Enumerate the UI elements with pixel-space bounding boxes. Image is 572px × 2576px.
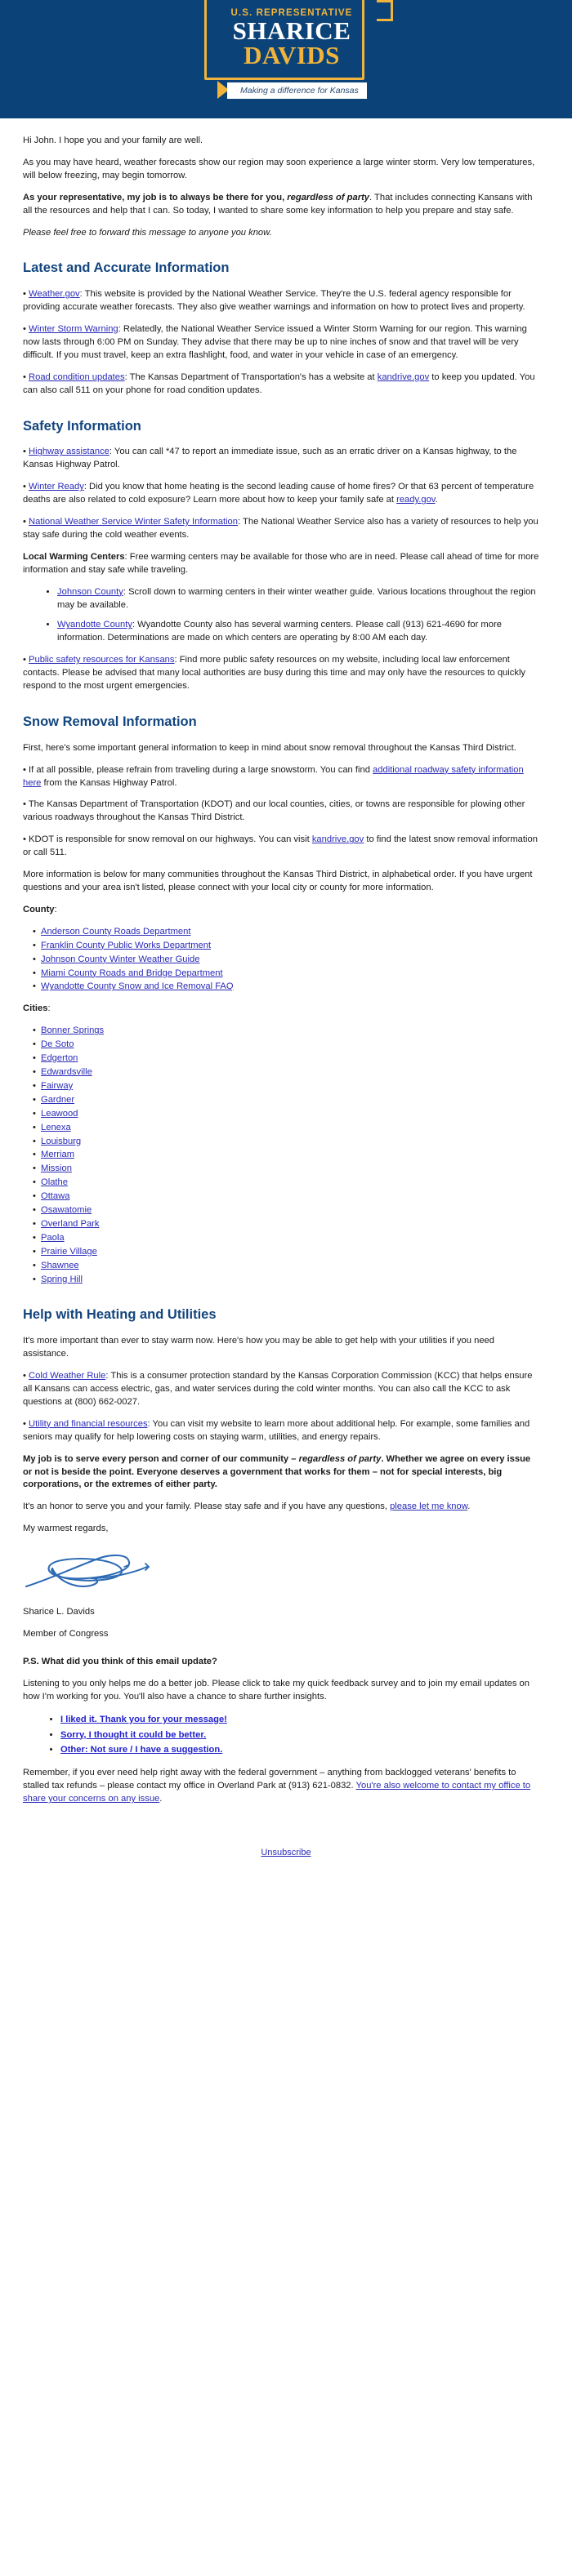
johnson-county-warming-text: : Scroll down to warming centers in their winter weather guide. Various locations throughout the region may be available.	[57, 586, 536, 610]
signature-svg	[23, 1547, 170, 1595]
link-winter-ready[interactable]: Winter Ready	[29, 482, 84, 492]
snow-bullet-1-pre: • If at all possible, please refrain from traveling during a large snowstorm. You can find	[23, 764, 373, 775]
list-item	[34, 1190, 539, 1203]
wyandotte-county-warming-text: : Wyandotte County also has several warming centers. Please call (913) 621-4690 for more information. Determinations are made on which centers are operating by 8:00 AM each day.	[57, 620, 502, 643]
list-item	[60, 1729, 539, 1742]
survey-option-could-be-better[interactable]: Sorry, I thought it could be better.	[60, 1729, 207, 1740]
logo-last-name: DAVIDS	[244, 41, 340, 69]
latest-item-3-text-pre: : The Kansas Department of Transportation's has a website at	[124, 371, 378, 382]
remember-post: .	[159, 1794, 163, 1804]
link-contact-my-office[interactable]: You're also welcome to contact my office to share your concerns on any issue	[23, 1781, 531, 1804]
link-city-edwardsville[interactable]: Edwardsville	[41, 1066, 92, 1077]
snow-intro: First, here's some important general information to keep in mind about snow removal throughout the Kansas Third District.	[23, 742, 516, 753]
closing-bold-italic: regardless of party	[298, 1453, 382, 1464]
regards-line: My warmest regards,	[23, 1524, 109, 1534]
list-item	[34, 1039, 539, 1052]
email-body	[0, 118, 572, 1823]
heating-item-1-text: : This is a consumer protection standard by the Kansas Corporation Commission (KCC) that helps ensure all Kansans can access electric, gas, and water services during the cold winter months. You can also call the KCC to ask questions at (800) 662-0027.	[23, 1371, 533, 1407]
intro-p2-rest: . That includes connecting Kansans with all the resources and help that I can. So today, I wanted to share some key information to help you prepare and stay safe.	[23, 192, 533, 216]
link-city-prairie-village[interactable]: Prairie Village	[41, 1246, 97, 1257]
snow-bullet-3	[23, 834, 539, 860]
logo-first-name: SHARICE	[232, 16, 351, 45]
link-ready-gov[interactable]: ready.gov	[396, 495, 436, 505]
logo-tagline-bar	[227, 82, 367, 99]
county-label-text: County	[23, 904, 55, 914]
list-item	[34, 926, 539, 939]
heating-item-2: • Utility and financial resources: You can visit my website to learn more about additional help. For example, some families and seniors may qualify for help lowering costs on staying warm, utilities, and energy repairs.	[23, 1418, 530, 1442]
warming-centers-text: : Free warming centers may be available for those who are in need. Please call ahead of time for more information and stay safe while traveling.	[23, 551, 539, 575]
city-links-list	[23, 1025, 539, 1286]
safety-item-2-text: .	[435, 495, 438, 505]
list-item	[34, 1260, 539, 1273]
link-anderson-county-roads[interactable]: Anderson County Roads Department	[41, 926, 191, 937]
snow-bullet-2: • The Kansas Department of Transportation (KDOT) and our local counties, cities, or towns are responsible for plowing other various roadways throughout the Kansas Third District.	[23, 799, 525, 823]
latest-item-1: • Weather.gov: This website is provided by the National Weather Service. They're the U.S. federal agency responsible for providing accurate weather forecasts. They also give weather warnings and information on how to protect lives and property.	[23, 289, 525, 313]
heating-intro: It's more important than ever to stay warm now. Here's how you may be able to get help with your utilities if you need assistance.	[23, 1336, 494, 1359]
list-item	[34, 968, 539, 981]
list-item	[34, 981, 539, 994]
link-nws-winter-safety[interactable]: National Weather Service Winter Safety Information	[29, 517, 239, 527]
link-city-lenexa[interactable]: Lenexa	[41, 1122, 71, 1132]
survey-options-list	[23, 1714, 539, 1758]
honor-post: .	[467, 1502, 471, 1512]
safety-item-2-text-pre: : Did you know that home heating is the second leading cause of home fires? Or that 63 percent of temperature deaths are also related to cold exposure? Learn more about how to keep your family safe at	[23, 482, 534, 505]
list-item	[34, 1025, 539, 1038]
signature-name: Sharice L. Davids	[23, 1607, 95, 1617]
link-wyandotte-county-warming[interactable]: Wyandotte County	[57, 620, 132, 630]
snow-bullet-1-post: from the Kansas Highway Patrol.	[41, 777, 177, 788]
county-label: County:	[23, 904, 57, 914]
link-city-shawnee[interactable]: Shawnee	[41, 1260, 79, 1270]
intro-p2-bold-italic: regardless of party	[287, 192, 370, 202]
list-item	[34, 1066, 539, 1079]
ps-heading-text: P.S. What did you think of this email update?	[23, 1656, 217, 1666]
list-item	[34, 1108, 539, 1121]
remember-pre: Remember, if you ever need help right away with the federal government – anything from backlogged veterans' benefits to stalled tax refunds – please contact my office in Overland Park at (913) 621-0832.	[23, 1768, 516, 1791]
list-item	[34, 1052, 539, 1066]
list-item	[34, 1122, 539, 1135]
warming-centers-list	[23, 586, 539, 646]
closing-bold-post: . Whether we agree on every issue or not is beside the point. Everyone deserves a government that works for them – not for special interests, big corporations, or the extremes of either party.	[23, 1453, 531, 1490]
county-links-list	[23, 926, 539, 994]
heating-item-1: • Cold Weather Rule: This is a consumer protection standard by the Kansas Corporation Commission (KCC) that helps ensure all Kansans can access electric, gas, and water services during the cold winter months. You can also call the KCC to ask questions at (800) 662-0027.	[23, 1371, 533, 1407]
section-heading-heating: Help with Heating and Utilities	[23, 1307, 217, 1323]
link-public-safety-resources[interactable]: Public safety resources for Kansans	[29, 655, 175, 665]
link-utility-financial-resources[interactable]: Utility and financial resources	[29, 1418, 148, 1429]
snow-bullet-1	[23, 764, 539, 790]
safety-item-2: • Winter Ready: Did you know that home heating is the second leading cause of home fires? Or that 63 percent of temperature deaths are also related to cold exposure? Learn more about how to keep your family safe at ready.gov.	[23, 482, 534, 505]
latest-item-3: • Road condition updates: The Kansas Department of Transportation's has a website at kandrive.gov to keep you updated. You can also call 511 on your phone for road condition updates.	[23, 371, 535, 395]
greeting-line: Hi John. I hope you and your family are well.	[23, 136, 203, 145]
intro-p2-bold: As your representative, my job is to always be there for you,	[23, 192, 288, 202]
link-city-olathe[interactable]: Olathe	[41, 1177, 68, 1188]
link-city-overland-park[interactable]: Overland Park	[41, 1218, 100, 1229]
link-city-fairway[interactable]: Fairway	[41, 1080, 74, 1091]
honor-statement	[23, 1501, 539, 1514]
list-item	[60, 1714, 539, 1727]
link-kandrive-gov-1[interactable]: kandrive.gov	[377, 371, 430, 382]
signature-title: Member of Congress	[23, 1628, 109, 1639]
safety-item-1: • Highway assistance: You can call *47 to report an immediate issue, such as an erratic driver on a Kansas highway, to the Kansas Highway Patrol.	[23, 447, 517, 470]
latest-item-2-text: : Relatedly, the National Weather Service issued a Winter Storm Warning for our region. This warning now lasts through 6:00 PM on Sunday. They advise that there may be up to nine inches of snow and that travel will be very difficult. If you must travel, keep an extra flashlight, food, and water in your vehicle in case of an emergency.	[23, 324, 527, 360]
list-item	[34, 1080, 539, 1093]
link-kandrive-gov-2[interactable]: kandrive.gov	[311, 834, 364, 845]
list-item	[34, 1149, 539, 1162]
link-road-condition-updates[interactable]: Road condition updates	[29, 371, 125, 382]
link-johnson-county-warming[interactable]: Johnson County	[57, 586, 123, 597]
snow-bullet-3-post: to find the latest snow removal information or call 511.	[23, 834, 538, 858]
latest-item-2: • Winter Storm Warning: Relatedly, the National Weather Service issued a Winter Storm Warning for our region. This warning now lasts through 6:00 PM on Sunday. They advise that there may be up to nine inches of snow and that travel will be very difficult. If you must travel, keep an extra flashlight, food, and water in your vehicle in case of an emergency.	[23, 324, 527, 360]
list-item	[34, 1163, 539, 1176]
safety-item-4: • Public safety resources for Kansans: Find more public safety resources on my website, including local law enforcement contacts. Please be advised that many local authorities are busy during this time and may only have the resources to quickly respond to the most urgent emergencies.	[23, 655, 526, 692]
link-city-ottawa[interactable]: Ottawa	[41, 1191, 70, 1202]
snow-more-info: More information is below for many communities throughout the Kansas Third District, in alphabetical order. If you have urgent questions and your area isn't listed, please connect with your local city or county for more information.	[23, 870, 533, 893]
list-item	[57, 619, 539, 645]
link-city-bonner-springs[interactable]: Bonner Springs	[41, 1026, 105, 1036]
warming-centers-paragraph	[23, 551, 539, 577]
link-city-paola[interactable]: Paola	[41, 1232, 65, 1243]
closing-statement	[23, 1453, 539, 1493]
logo-title-label: U.S. REPRESENTATIVE	[230, 8, 353, 18]
link-johnson-county-winter-guide[interactable]: Johnson County Winter Weather Guide	[41, 954, 200, 964]
forward-note: Please feel free to forward this message to anyone you know.	[23, 227, 272, 238]
latest-item-3-text: to keep you updated. You can also call 511 on your phone for road condition updates.	[23, 371, 535, 395]
link-weather-gov[interactable]: Weather.gov	[29, 289, 80, 300]
safety-item-3: • National Weather Service Winter Safety Information: The National Weather Service also has a variety of resources to help you stay safe during the cold weather events.	[23, 517, 538, 540]
survey-option-other[interactable]: Other: Not sure / I have a suggestion.	[60, 1745, 223, 1755]
link-city-merriam[interactable]: Merriam	[41, 1150, 75, 1160]
list-item	[34, 1094, 539, 1107]
safety-item-1-text: : You can call *47 to report an immediate issue, such as an erratic driver on a Kansas highway, to the Kansas Highway Patrol.	[23, 447, 517, 470]
list-item	[34, 954, 539, 967]
link-winter-storm-warning[interactable]: Winter Storm Warning	[29, 324, 118, 335]
snow-bullet-3-pre: • KDOT is responsible for snow removal on our highways. You can visit	[23, 834, 312, 845]
intro-paragraph-1: As you may have heard, weather forecasts show our region may soon experience a large winter storm. Very low temperatures, will below freezing, may begin tomorrow.	[23, 157, 535, 180]
email-footer	[0, 1823, 572, 1884]
link-please-let-me-know[interactable]: please let me know	[390, 1502, 468, 1512]
section-heading-latest: Latest and Accurate Information	[23, 260, 230, 276]
ps-heading	[23, 1656, 539, 1669]
link-city-edgerton[interactable]: Edgerton	[41, 1053, 78, 1064]
safety-item-4-text: : Find more public safety resources on my website, including local law enforcement contacts. Please be advised that many local authorities are busy during this time and may only have the resources to quickly respond to the most urgent emergencies.	[23, 655, 526, 692]
list-item	[60, 1744, 539, 1757]
list-item	[34, 1232, 539, 1245]
link-roadway-safety-info[interactable]: additional roadway safety information here	[23, 764, 524, 788]
link-wyandotte-county-snow-ice-faq[interactable]: Wyandotte County Snow and Ice Removal FAQ	[41, 981, 234, 992]
link-city-spring-hill[interactable]: Spring Hill	[41, 1274, 83, 1284]
list-item	[34, 1136, 539, 1149]
link-franklin-county-public-works[interactable]: Franklin County Public Works Department	[41, 940, 212, 950]
link-city-louisburg[interactable]: Louisburg	[41, 1136, 82, 1146]
link-city-de-soto[interactable]: De Soto	[41, 1039, 74, 1050]
warming-centers-label: Local Warming Centers	[23, 551, 125, 562]
safety-item-3-text: : The National Weather Service also has a variety of resources to help you stay safe during the cold weather events.	[23, 517, 538, 540]
link-highway-assistance[interactable]: Highway assistance	[29, 447, 109, 457]
sharice-davids-logo	[204, 0, 379, 90]
honor-pre: It's an honor to serve you and your family. Please stay safe and if you have any questions,	[23, 1502, 391, 1512]
link-city-mission[interactable]: Mission	[41, 1163, 72, 1174]
cities-label-text: Cities	[23, 1003, 48, 1014]
heating-item-2-text: : You can visit my website to learn more about additional help. For example, some families and seniors may qualify for help lowering costs on staying warm, utilities, and energy repairs.	[23, 1418, 530, 1442]
remember-paragraph	[23, 1767, 539, 1806]
cities-label: Cities:	[23, 1003, 51, 1014]
closing-bold-pre: My job is to serve every person and corner of our community –	[23, 1453, 299, 1464]
ps-body: Listening to you only helps me do a better job. Please click to take my quick feedback survey and to join my email updates on how I'm working for you. You'll also have a chance to share further insights.	[23, 1678, 530, 1702]
link-city-leawood[interactable]: Leawood	[41, 1108, 78, 1119]
unsubscribe-link[interactable]: Unsubscribe	[261, 1848, 311, 1858]
link-city-gardner[interactable]: Gardner	[41, 1094, 75, 1105]
logo-tagline: Making a difference for Kansas	[240, 86, 359, 96]
section-heading-safety: Safety Information	[23, 418, 141, 434]
latest-item-1-text: : This website is provided by the National Weather Service. They're the U.S. federal agency responsible for providing accurate weather forecasts. They also give weather warnings and information on how to protect lives and property.	[23, 289, 525, 313]
link-city-osawatomie[interactable]: Osawatomie	[41, 1205, 92, 1216]
signature-image	[23, 1547, 539, 1599]
list-item	[34, 1218, 539, 1231]
link-cold-weather-rule[interactable]: Cold Weather Rule	[29, 1371, 106, 1381]
survey-option-liked-it[interactable]: I liked it. Thank you for your message!	[60, 1714, 227, 1724]
list-item	[34, 940, 539, 953]
list-item	[34, 1204, 539, 1217]
list-item	[34, 1274, 539, 1287]
email-header-banner	[0, 0, 572, 118]
list-item	[34, 1177, 539, 1190]
link-miami-county-roads-bridge[interactable]: Miami County Roads and Bridge Department	[41, 968, 223, 978]
intro-paragraph-2	[23, 192, 539, 218]
section-heading-snow: Snow Removal Information	[23, 714, 197, 729]
list-item	[34, 1246, 539, 1259]
list-item	[57, 586, 539, 612]
